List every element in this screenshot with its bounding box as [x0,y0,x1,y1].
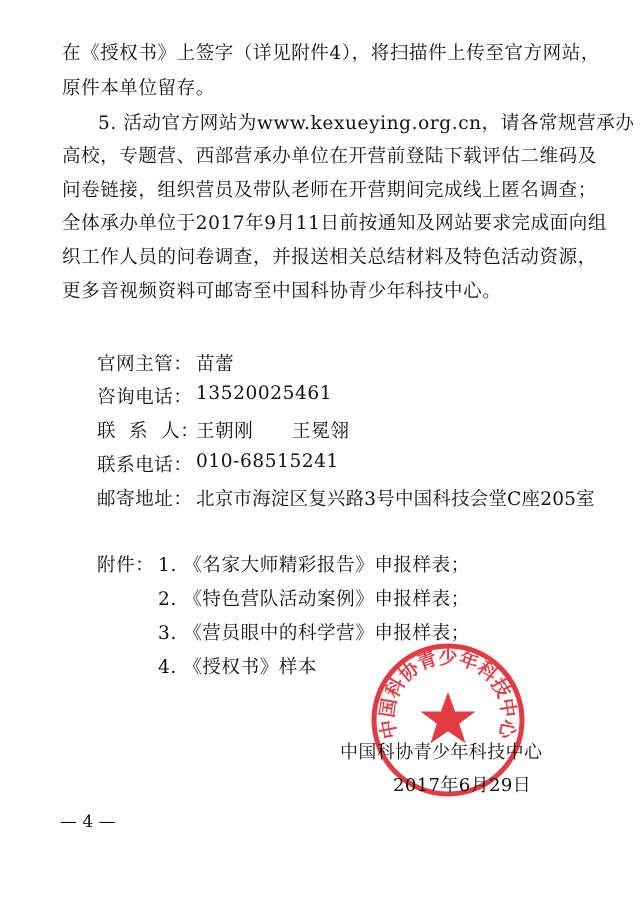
contact-value-manager: 苗蕾 [196,354,235,375]
contact-value-address: 北京市海淀区复兴路3号中国科技会堂C座205室 [196,489,595,510]
svg-text:中国科协青少年科技中心: 中国科协青少年科技中心 [376,646,520,741]
signature-date: 2017年6月29日 [393,775,532,796]
contact-value-person: 王朝刚 王冕翎 [196,421,350,442]
contact-label-manager: 官网主管： [97,354,193,375]
contact-label-address: 邮寄地址： [97,489,193,510]
attachment-item-3: 3. 《营员眼中的科学营》申报样表； [158,623,470,644]
contact-label-tel: 联系电话： [97,455,193,476]
attachment-item-4: 4. 《授权书》样本 [158,657,318,678]
attachments-label: 附件： [97,555,155,576]
contact-label-person: 联 系 人： [97,421,200,442]
signature-org: 中国科协青少年科技中心 [340,742,543,763]
body-line-7: 织工作人员的问卷调查，并报送相关总结材料及特色活动资源， [62,247,597,268]
body-line-4: 高校，专题营、西部营承办单位在开营前登陆下载评估二维码及 [62,146,597,167]
body-line-6: 全体承办单位于2017年9月11日前按通知及网站要求完成面向组 [62,213,607,234]
attachment-item-1: 1. 《名家大师精彩报告》申报样表； [158,555,470,576]
contact-value-tel: 010-68515241 [196,451,339,472]
contact-value-phone: 13520025461 [196,383,333,404]
body-line-5: 问卷链接，组织营员及带队老师在开营期间完成线上匿名调查； [62,180,597,201]
body-line-3: 5. 活动官方网站为www.kexueying.org.cn，请各常规营承办 [98,113,635,134]
body-line-2: 原件本单位留存。 [62,78,215,99]
body-line-8: 更多音视频资料可邮寄至中国科协青少年科技中心。 [62,281,502,302]
attachment-item-2: 2. 《特色营队活动案例》申报样表； [158,589,470,610]
body-line-1: 在《授权书》上签字（详见附件4），将扫描件上传至官方网站， [62,43,600,64]
page-number: — 4 — [60,812,116,832]
star-icon [420,692,475,743]
contact-label-phone: 咨询电话： [97,387,193,408]
